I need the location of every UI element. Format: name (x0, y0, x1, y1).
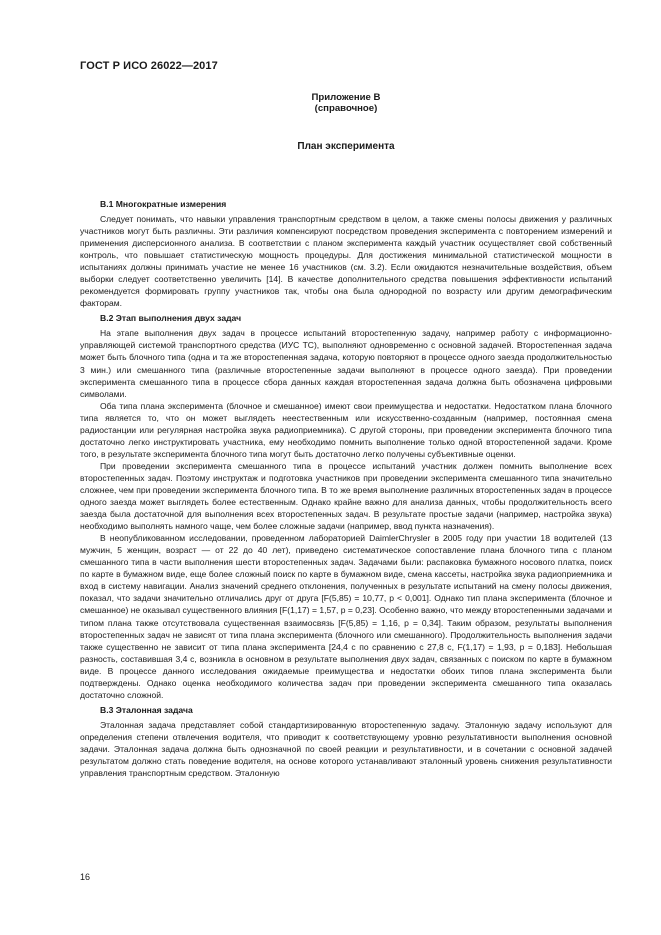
annex-kind: (справочное) (314, 103, 378, 114)
paragraph: На этапе выполнения двух задач в процессе испытаний второстепенную задачу, например работу с информационно-управляющей системой транспортного средства (ИУС ТС), выполняют одновременно с основной задачей. Второстепенная задача может быть блочного типа (одна и та же второстепенная задача, которую повторяют в процессе одного заезда продолжительностью 3 мин.) или смешанного типа (различные второстепенные задачи выполняют в процессе одного заезда). При проведении эксперимента смешанного типа в процессе сбора данных каждая второстепенная задача должна быть обозначена цифровыми символами. (80, 328, 612, 399)
paragraph: Оба типа плана эксперимента (блочное и смешанное) имеют свои преимущества и недостатки. Недостатком плана блочного типа является то, что он может выглядеть неестественным или искусственно-созданным (например, постоянная смена радиостанции или регулярная настройка звука радиоприемника). С другой стороны, при проведении эксперимента блочного типа достаточно легко инструктировать участника, ему необходимо помнить выполнение только одной второстепенной задачи. Кроме того, в результате эксперимента блочного типа могут быть достаточно легко получены субъективные оценки. (80, 400, 612, 459)
paragraph: Эталонная задача представляет собой стандартизированную второстепенную задачу. Эталонную задачу используют для определения степени отвлечения водителя, что приводит к соответствующему уровню результативности выполнения основной задачи. Эталонная задача должна быть однозначной по своей реакции и результативности, и в сочетании с основной задачей результатом должно стать поведение водителя, на основе которого устанавливают эталонный уровень снижения результативности управления транспортным средством. Эталонную (80, 719, 612, 779)
paragraph: В неопубликованном исследовании, проведенном лабораторией DaimlerChrysler в 2005 году при участии 18 водителей (13 мужчин, 5 женщин, возраст — от 22 до 40 лет), приведено систематическое сопоставление плана блочного типа с планом смешанного типа в части выполнения шести второстепенных задач. Задачами были: распаковка бумажного носового платка, поиск по карте в бумажном виде, еще более сложный поиск по карте в бумажном виде, смена кассеты, настройка звука радиоприемника и вход в систему навигации. Анализ значений среднего отклонения, полученных в результате испытаний на смену полосы движения, показал, что задачи значительно отличались друг от друга [F(5,85) = 10,77, p < 0,001]. Однако тип плана эксперимента (блочное и смешанное) не оказывал существенного влияния [F(1,17) = 1,57, p = 0,23]. Особенно важно, что между второстепенными задачами и типом плана также отсутствовала существенная взаимосвязь [F(5,85) = 1,16, p = 0,34]. Таким образом, результаты выполнения второстепенных задач не зависят от типа плана эксперимента (блочного или смешанного). Продолжительность выполнения задачи также существенно не зависит от типа плана эксперимента [24,4 с по сравнению с 27,8 с, F(1,17) = 1,93, p = 0,183]. Небольшая разность, составившая 3,4 с, возникла в основном в результате выполнения двух задач, связанных с поиском по карте в бумажном виде. В процессе данного исследования ожидаемые преимущества и недостатки обоих типов плана эксперимента были подтверждены. Однако оценка необходимого количества задач при проведении эксперимента смешанного типа оказалась достаточно сложной. (80, 533, 612, 700)
standard-header: ГОСТ Р ИСО 26022—2017 (80, 60, 218, 72)
annex-label: Приложение В (311, 92, 381, 103)
paragraph: При проведении эксперимента смешанного типа в процессе испытаний участник должен помнить выполнение всех второстепенных задач. Поэтому инструктаж и подготовка участников при проведении эксперимента смешанного типа значительно сложнее, чем при проведении эксперимента блочного типа. В то же время выполнение различных второстепенных задач в процессе одного заезда может выглядеть более естественным. Однако крайне важно для анализа данных, чтобы продолжительность всего заезда была достаточной для выполнения всех второстепенных задач. В результате простые задачи (например, настройка звука) необходимо выполнять намного чаще, чем более сложные задачи (например, ввод пункта назначения). (80, 460, 612, 532)
page-number: 16 (80, 872, 91, 882)
document-body (80, 198, 612, 779)
section-heading-b1: В.1 Многократные измерения (100, 199, 227, 209)
paragraph: Следует понимать, что навыки управления транспортным средством в целом, а также смены полосы движения у различных участников могут быть различны. Эти различия компенсируют посредством проведения эксперимента с повторением измерений и применения дисперсионного анализа. В соответствии с планом эксперимента каждый участник осуществляет свой собственный контроль, что повышает статистическую мощность процедуры. Для достижения минимальной статистической мощности в испытаниях должны принимать участие не менее 16 участников (см. 3.2). Если ожидаются незначительные воздействия, объем выборки следует соответственно увеличить [14]. В качестве дополнительного средства повышения эффективности испытаний рекомендуется формировать группу участников так, чтобы она была однородной по возрасту или другим демографическим факторам. (80, 214, 612, 309)
annex-heading (80, 92, 612, 114)
section-heading-b2: В.2 Этап выполнения двух задач (100, 313, 242, 324)
annex-title: План эксперимента (297, 141, 395, 152)
section-heading-b3: В.3 Эталонная задача (100, 704, 193, 715)
